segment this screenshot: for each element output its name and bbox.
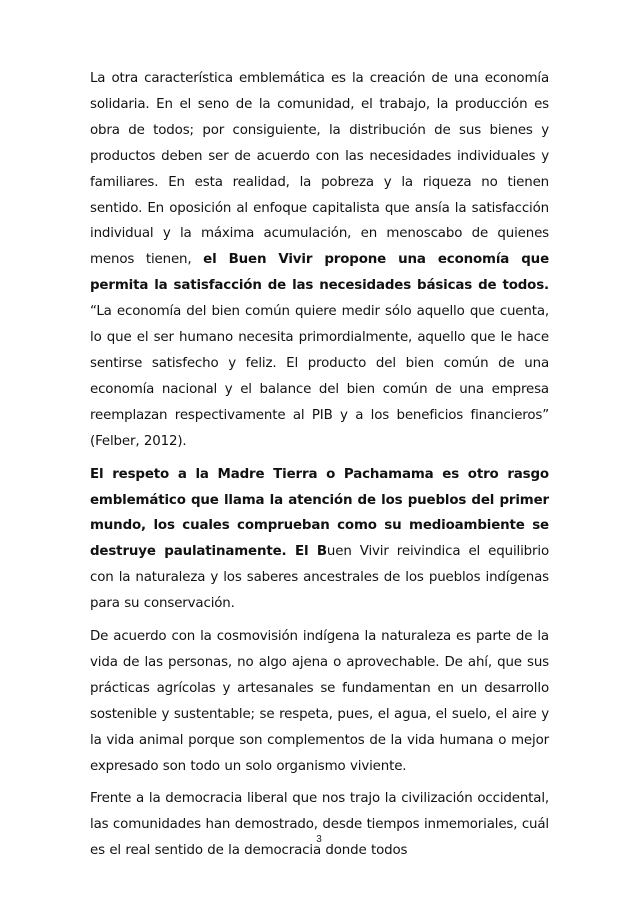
paragraph-text: De acuerdo con la cosmovisión indígena la naturaleza es parte de la vida de las personas, no algo ajena o aprovechable. De ahí, que sus prácticas agrícolas y artesanales se fundamentan en un desarrollo sostenible y sustentable; se respeta, pues, el agua, el suelo, el aire y la vida animal porque son complementos de la vida humana o mejor expresado son todo un solo organismo viviente. xyxy=(90,629,549,774)
paragraph-democracia xyxy=(90,786,549,864)
body-text xyxy=(90,66,549,864)
paragraph-text: Frente a la democracia liberal que nos trajo la civilización occidental, las comunidades han demostrado, desde tiempos inmemoriales, cuál es el real sentido de la democracia donde todos xyxy=(90,791,549,859)
quotation-text: “La economía del bien común quiere medir sólo aquello que cuenta, lo que el ser humano necesita primordialmente, aquello que le hace sentirse satisfecho y feliz. El producto del bien común de una economía nacional y el balance del bien común de una empresa reemplazan respectivamente al PIB y a los beneficios financieros” (Felber, 2012). xyxy=(90,304,549,449)
paragraph-cosmovision xyxy=(90,624,549,779)
paragraph-madre-tierra xyxy=(90,462,549,617)
page-number: 3 xyxy=(316,834,322,845)
paragraph-economia-solidaria xyxy=(90,66,549,455)
paragraph-text: La otra característica emblemática es la creación de una economía solidaria. En el seno de la comunidad, el trabajo, la producción es obra de todos; por consiguiente, la distribución de sus bienes y productos deben ser de acuerdo con las necesidades individuales y familiares. En esta realidad, la pobreza y la riqueza no tienen sentido. En oposición al enfoque capitalista que ansía la satisfacción individual y la máxima acumulación, en menoscabo de quienes menos tienen, xyxy=(90,71,549,268)
paragraph-text: uen Vivir reivindica el equilibrio con la naturaleza y los saberes ancestrales de los pueblos indígenas para su conservación. xyxy=(90,544,549,612)
bold-statement: El respeto a la Madre Tierra o Pachamama es otro rasgo emblemático que llama la atención de los pueblos del primer mundo, los cuales comprueban como su medioambiente se destruye paulatinamente. El B xyxy=(90,466,549,560)
bold-statement: el Buen Vivir propone una economía que permita la satisfacción de las necesidades básicas de todos. xyxy=(90,252,549,294)
